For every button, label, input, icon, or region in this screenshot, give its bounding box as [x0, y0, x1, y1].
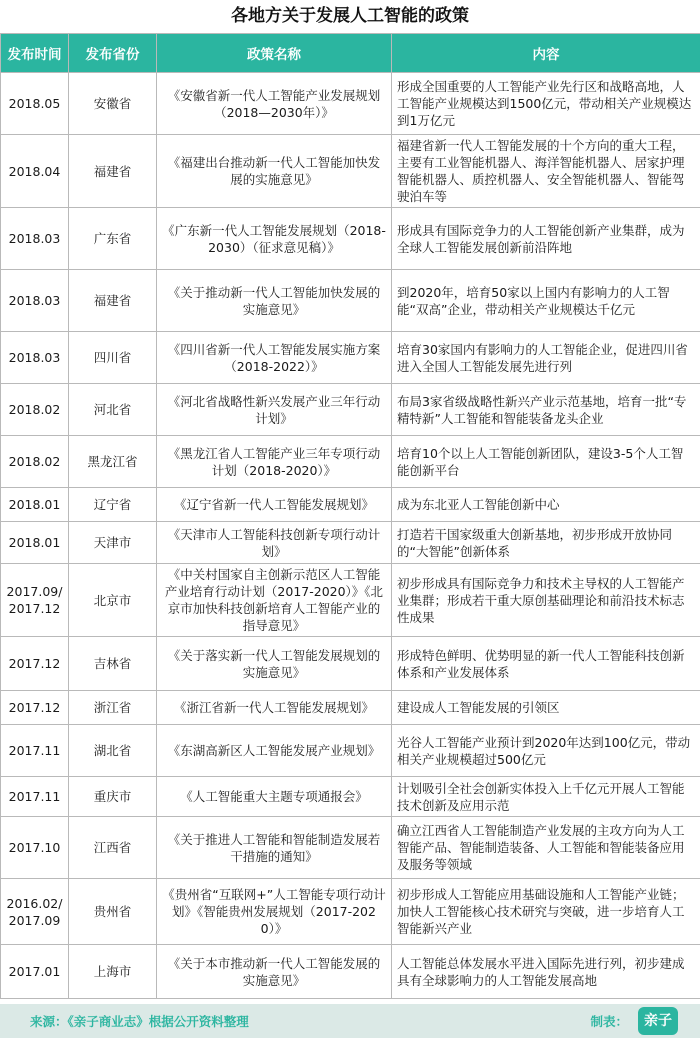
cell-policy-name: 《关于推进人工智能和智能制造发展若干措施的通知》 — [157, 817, 392, 879]
cell-content: 计划吸引全社会创新实体投入上千亿元开展人工智能技术创新及应用示范 — [392, 777, 700, 817]
table-row — [1, 777, 700, 817]
table-row — [1, 332, 700, 384]
brand-logo: 亲子 — [638, 1007, 678, 1035]
cell-policy-name: 《关于落实新一代人工智能发展规划的实施意见》 — [157, 637, 392, 691]
cell-policy-name: 《安徽省新一代人工智能产业发展规划（2018—2030年）》 — [157, 73, 392, 135]
cell-policy-name: 《关于本市推动新一代人工智能发展的实施意见》 — [157, 945, 392, 999]
header-content: 内容 — [392, 34, 700, 73]
cell-province: 河北省 — [69, 384, 157, 436]
cell-date: 2018.04 — [1, 135, 69, 208]
cell-policy-name: 《浙江省新一代人工智能发展规划》 — [157, 691, 392, 725]
table-row — [1, 817, 700, 879]
cell-province: 天津市 — [69, 522, 157, 564]
cell-policy-name: 《天津市人工智能科技创新专项行动计划》 — [157, 522, 392, 564]
cell-province: 黑龙江省 — [69, 436, 157, 488]
cell-date: 2017.10 — [1, 817, 69, 879]
cell-province: 四川省 — [69, 332, 157, 384]
cell-policy-name: 《人工智能重大主题专项通报会》 — [157, 777, 392, 817]
cell-policy-name: 《四川省新一代人工智能发展实施方案（2018-2022）》 — [157, 332, 392, 384]
table-row — [1, 691, 700, 725]
cell-content: 成为东北亚人工智能创新中心 — [392, 488, 700, 522]
cell-policy-name: 《黑龙江省人工智能产业三年专项行动计划（2018-2020）》 — [157, 436, 392, 488]
table-row — [1, 725, 700, 777]
header-date: 发布时间 — [1, 34, 69, 73]
cell-date: 2018.03 — [1, 208, 69, 270]
cell-date: 2017.11 — [1, 725, 69, 777]
cell-date: 2018.05 — [1, 73, 69, 135]
table-row — [1, 879, 700, 945]
cell-date: 2018.03 — [1, 270, 69, 332]
source-note: 来源：《亲子商业志》根据公开资料整理 — [30, 1014, 249, 1029]
table-row — [1, 637, 700, 691]
table-row — [1, 522, 700, 564]
cell-province: 江西省 — [69, 817, 157, 879]
cell-province: 北京市 — [69, 564, 157, 637]
cell-policy-name: 《辽宁省新一代人工智能发展规划》 — [157, 488, 392, 522]
cell-policy-name: 《关于推动新一代人工智能加快发展的实施意见》 — [157, 270, 392, 332]
cell-content: 形成具有国际竞争力的人工智能创新产业集群，成为全球人工智能发展创新前沿阵地 — [392, 208, 700, 270]
table-row — [1, 488, 700, 522]
cell-province: 湖北省 — [69, 725, 157, 777]
cell-province: 辽宁省 — [69, 488, 157, 522]
cell-policy-name: 《贵州省“互联网+”人工智能专项行动计划》《智能贵州发展规划（2017-2020）》 — [157, 879, 392, 945]
cell-content: 人工智能总体发展水平进入国际先进行列，初步建成具有全球影响力的人工智能发展高地 — [392, 945, 700, 999]
table-row — [1, 945, 700, 999]
maker-label: 制表： — [590, 1014, 628, 1029]
table-row — [1, 135, 700, 208]
cell-date: 2017.09/ 2017.12 — [1, 564, 69, 637]
cell-province: 福建省 — [69, 270, 157, 332]
cell-content: 建设成人工智能发展的引领区 — [392, 691, 700, 725]
cell-content: 福建省新一代人工智能发展的十个方向的重大工程，主要有工业智能机器人、海洋智能机器人、居家护理智能机器人、质控机器人、安全智能机器人、智能驾驶泊车等 — [392, 135, 700, 208]
cell-date: 2018.01 — [1, 522, 69, 564]
cell-date: 2017.11 — [1, 777, 69, 817]
policy-table — [0, 33, 700, 999]
cell-content: 形成特色鲜明、优势明显的新一代人工智能科技创新体系和产业发展体系 — [392, 637, 700, 691]
cell-date: 2017.12 — [1, 691, 69, 725]
cell-policy-name: 《中关村国家自主创新示范区人工智能产业培育行动计划（2017-2020）》《北京市加快科技创新培育人工智能产业的指导意见》 — [157, 564, 392, 637]
header-province: 发布省份 — [69, 34, 157, 73]
footer — [0, 1004, 700, 1038]
table-header-row — [1, 34, 700, 73]
table-row — [1, 436, 700, 488]
cell-content: 确立江西省人工智能制造产业发展的主攻方向为人工智能产品、智能制造装备、人工智能和智能装备应用及服务等领域 — [392, 817, 700, 879]
header-policy-name: 政策名称 — [157, 34, 392, 73]
page-title: 各地方关于发展人工智能的政策 — [231, 6, 469, 26]
cell-province: 浙江省 — [69, 691, 157, 725]
cell-date: 2016.02/ 2017.09 — [1, 879, 69, 945]
table-row — [1, 73, 700, 135]
cell-content: 光谷人工智能产业预计到2020年达到100亿元，带动相关产业规模超过500亿元 — [392, 725, 700, 777]
cell-province: 重庆市 — [69, 777, 157, 817]
cell-province: 安徽省 — [69, 73, 157, 135]
cell-content: 形成全国重要的人工智能产业先行区和战略高地，人工智能产业规模达到1500亿元，带动相关产业规模达到1万亿元 — [392, 73, 700, 135]
table-row — [1, 270, 700, 332]
cell-date: 2018.01 — [1, 488, 69, 522]
cell-province: 贵州省 — [69, 879, 157, 945]
cell-province: 上海市 — [69, 945, 157, 999]
cell-content: 布局3家省级战略性新兴产业示范基地，培育一批“专精特新”人工智能和智能装备龙头企业 — [392, 384, 700, 436]
cell-content: 培育30家国内有影响力的人工智能企业，促进四川省进入全国人工智能发展先进行列 — [392, 332, 700, 384]
table-row — [1, 564, 700, 637]
cell-province: 吉林省 — [69, 637, 157, 691]
cell-province: 广东省 — [69, 208, 157, 270]
cell-policy-name: 《福建出台推动新一代人工智能加快发展的实施意见》 — [157, 135, 392, 208]
table-row — [1, 208, 700, 270]
cell-content: 打造若干国家级重大创新基地，初步形成开放协同的“大智能”创新体系 — [392, 522, 700, 564]
cell-province: 福建省 — [69, 135, 157, 208]
cell-date: 2018.03 — [1, 332, 69, 384]
table-row — [1, 384, 700, 436]
cell-content: 初步形成具有国际竞争力和技术主导权的人工智能产业集群；形成若干重大原创基础理论和前沿技术标志性成果 — [392, 564, 700, 637]
cell-date: 2018.02 — [1, 436, 69, 488]
cell-date: 2018.02 — [1, 384, 69, 436]
cell-content: 培育10个以上人工智能创新团队，建设3-5个人工智能创新平台 — [392, 436, 700, 488]
cell-content: 到2020年，培育50家以上国内有影响力的人工智能“双高”企业，带动相关产业规模达千亿元 — [392, 270, 700, 332]
cell-date: 2017.01 — [1, 945, 69, 999]
cell-policy-name: 《东湖高新区人工智能发展产业规划》 — [157, 725, 392, 777]
cell-policy-name: 《广东新一代人工智能发展规划（2018-2030）（征求意见稿）》 — [157, 208, 392, 270]
cell-policy-name: 《河北省战略性新兴发展产业三年行动计划》 — [157, 384, 392, 436]
cell-content: 初步形成人工智能应用基础设施和人工智能产业链；加快人工智能核心技术研究与突破，进一步培育人工智能新兴产业 — [392, 879, 700, 945]
cell-date: 2017.12 — [1, 637, 69, 691]
